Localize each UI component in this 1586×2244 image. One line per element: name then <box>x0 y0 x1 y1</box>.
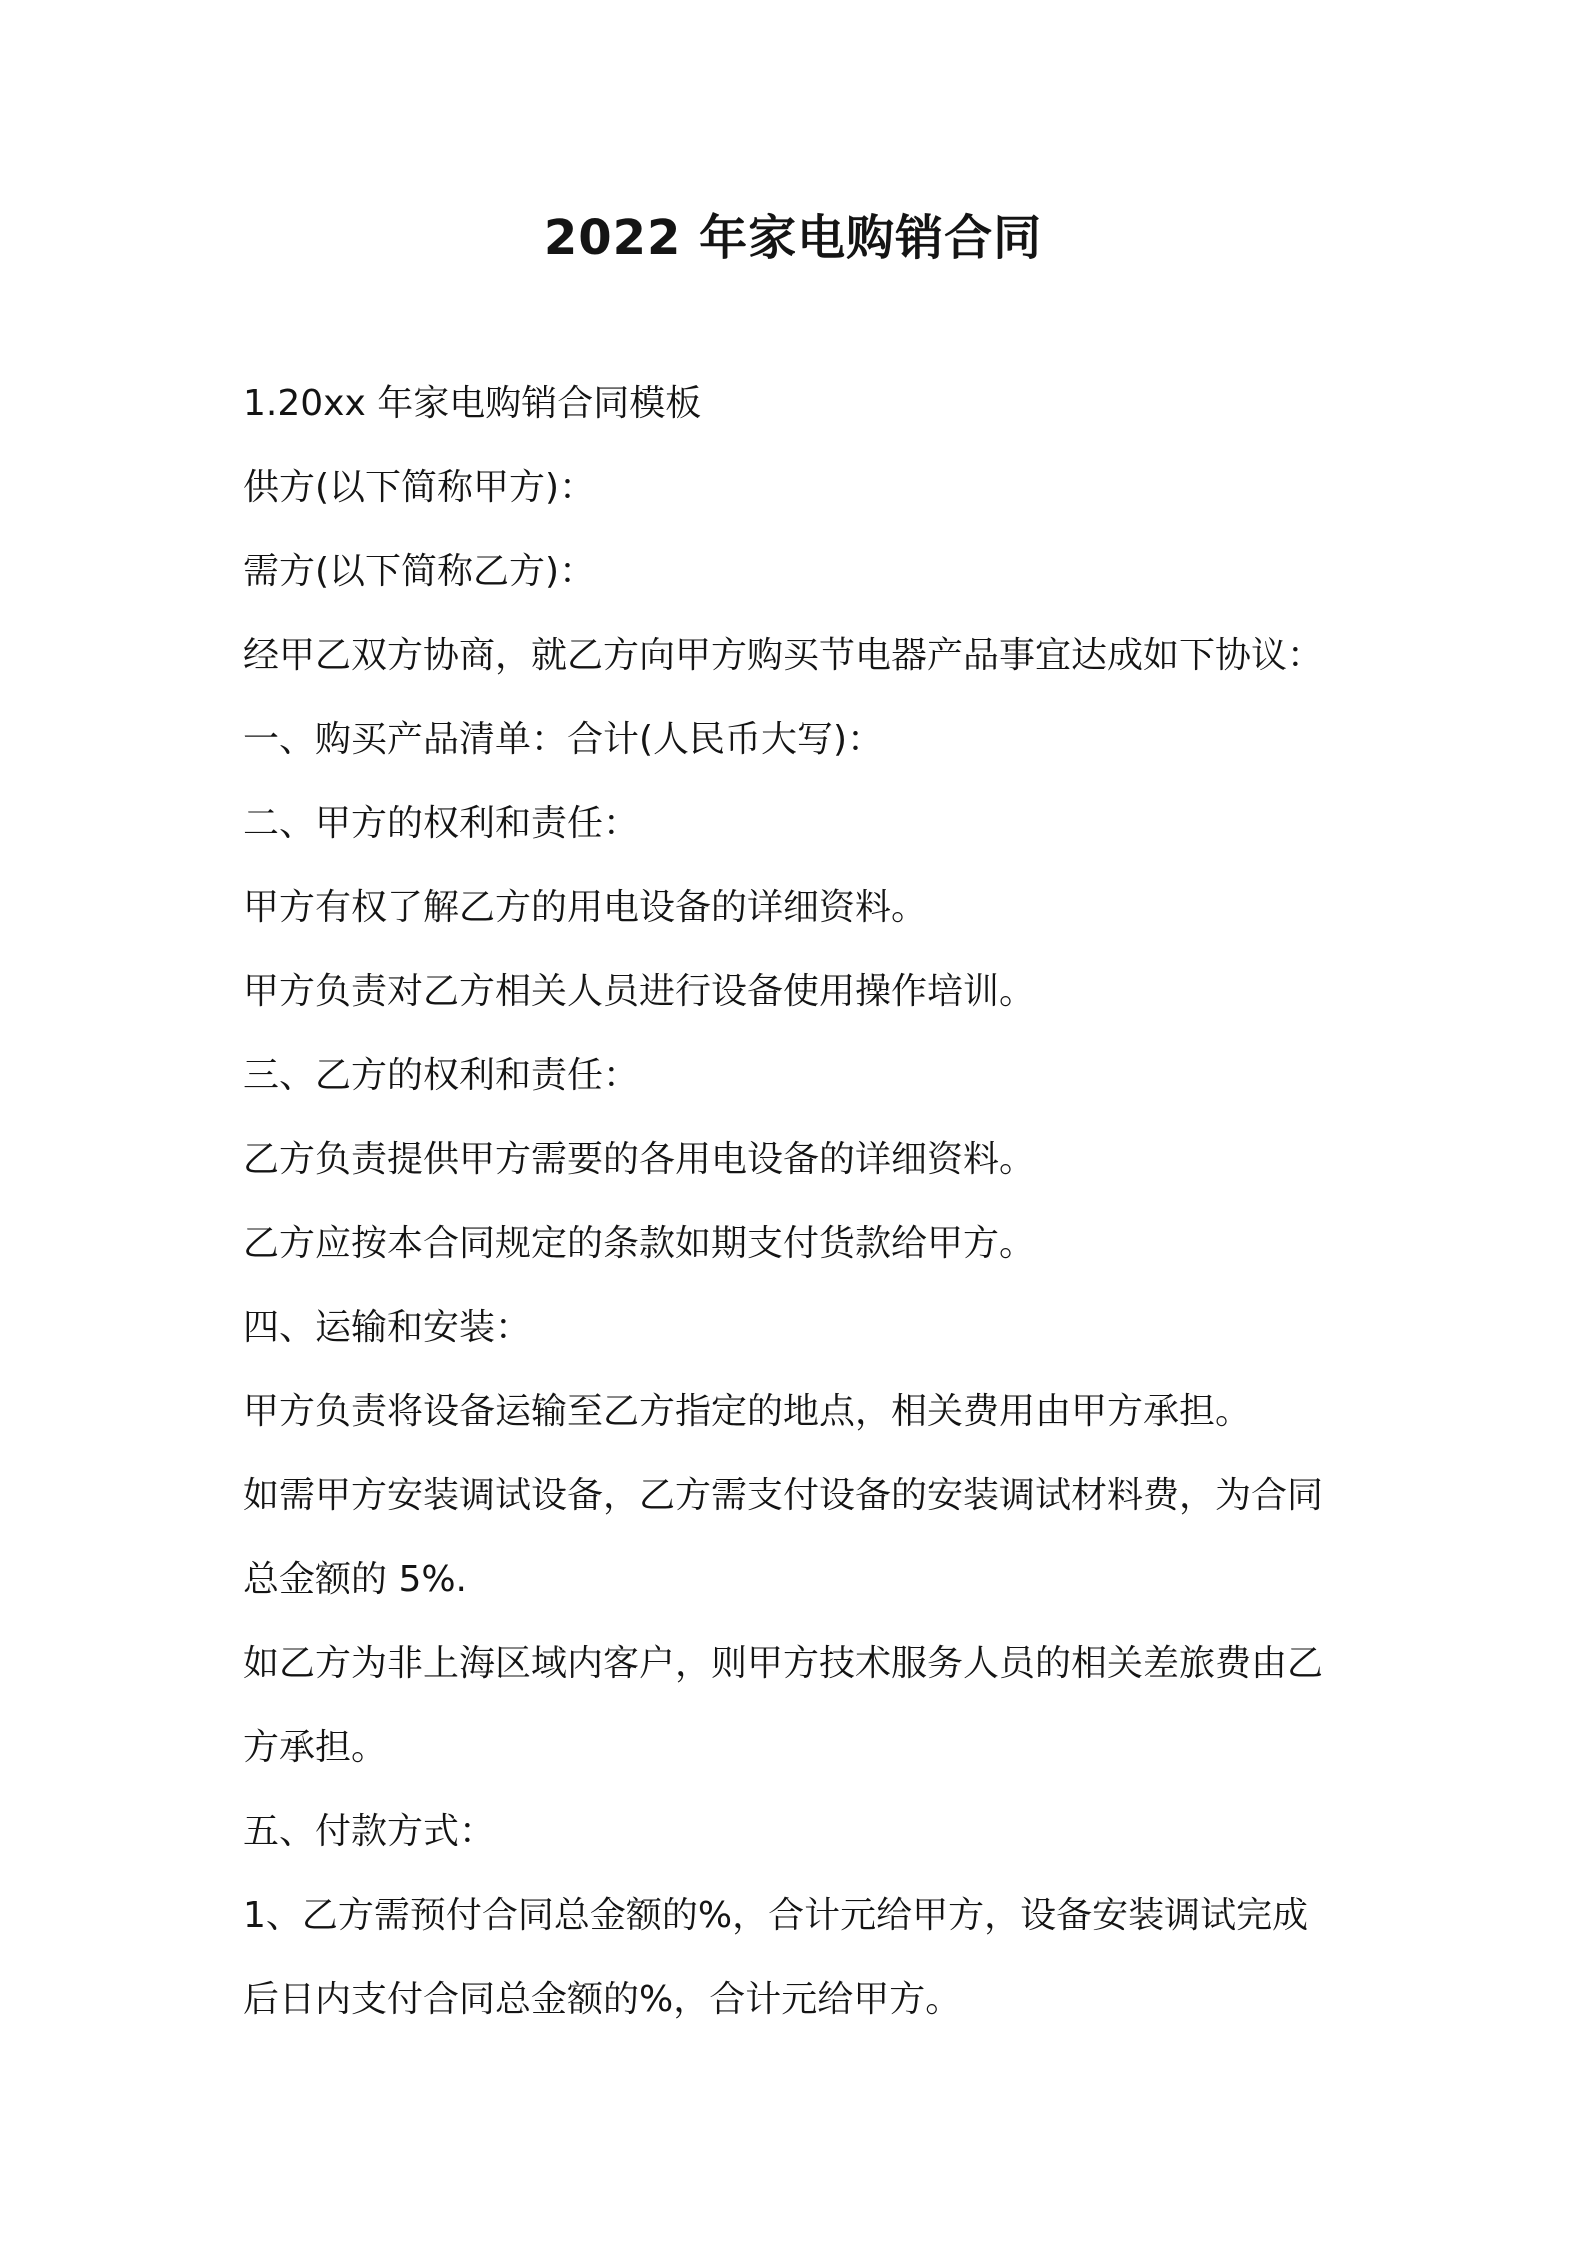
document-title: 2022 年家电购销合同 <box>543 210 1043 266</box>
section-heading: 五、付款方式： <box>243 1811 496 1852</box>
section-heading: 三、乙方的权利和责任： <box>243 1055 640 1096</box>
paragraph-line: 乙方应按本合同规定的条款如期支付货款给甲方。 <box>243 1223 1036 1264</box>
paragraph-line: 方承担。 <box>243 1727 388 1768</box>
document-body <box>243 362 1363 2042</box>
section-heading: 二、甲方的权利和责任： <box>243 803 640 844</box>
paragraph-line: 乙方负责提供甲方需要的各用电设备的详细资料。 <box>243 1139 1036 1180</box>
paragraph-line: 1、乙方需预付合同总金额的%，合计元给甲方，设备安装调试完成 <box>243 1895 1309 1936</box>
paragraph-line: 总金额的 5%. <box>243 1559 467 1600</box>
paragraph-line: 1.20xx 年家电购销合同模板 <box>243 383 702 424</box>
paragraph-line: 经甲乙双方协商，就乙方向甲方购买节电器产品事宜达成如下协议： <box>243 635 1324 676</box>
paragraph-line: 甲方负责对乙方相关人员进行设备使用操作培训。 <box>243 971 1036 1012</box>
paragraph-line: 甲方有权了解乙方的用电设备的详细资料。 <box>243 887 928 928</box>
section-heading: 四、运输和安装： <box>243 1307 532 1348</box>
paragraph-line: 供方(以下简称甲方)： <box>243 467 596 508</box>
paragraph-line: 甲方负责将设备运输至乙方指定的地点，相关费用由甲方承担。 <box>243 1391 1252 1432</box>
paragraph-line: 后日内支付合同总金额的%，合计元给甲方。 <box>243 1979 962 2020</box>
section-heading: 一、购买产品清单：合计(人民币大写)： <box>243 719 884 760</box>
paragraph-line: 如乙方为非上海区域内客户，则甲方技术服务人员的相关差旅费由乙 <box>243 1643 1324 1684</box>
paragraph-line: 如需甲方安装调试设备，乙方需支付设备的安装调试材料费，为合同 <box>243 1475 1324 1516</box>
paragraph-line: 需方(以下简称乙方)： <box>243 551 596 592</box>
